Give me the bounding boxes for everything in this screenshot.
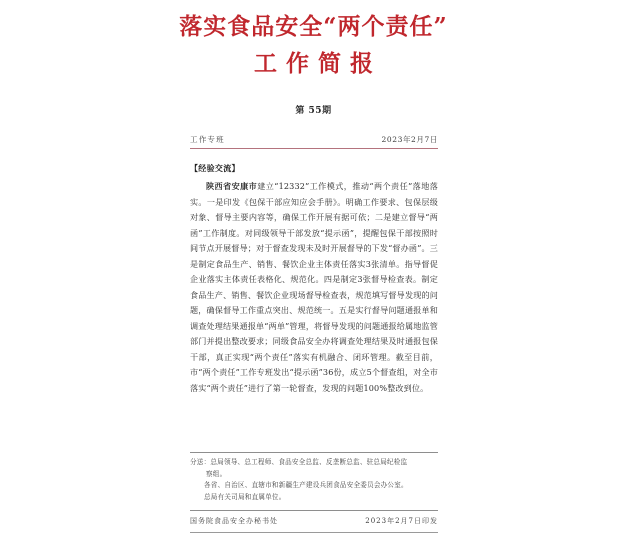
imprint-print-date: 2023年2月7日印发 bbox=[365, 517, 438, 526]
header-divider bbox=[190, 148, 438, 149]
imprint-row bbox=[190, 516, 438, 526]
distribution-line-4: 总局有关司局和直属单位。 bbox=[204, 492, 286, 501]
meta-row bbox=[190, 134, 438, 148]
imprint-issuer: 国务院食品安全办秘书处 bbox=[190, 517, 278, 526]
footer-divider-middle bbox=[190, 510, 438, 511]
document-body bbox=[190, 134, 438, 396]
distribution-line-3: 各省、自治区、直辖市和新疆生产建设兵团食品安全委员会办公室。 bbox=[204, 481, 408, 490]
article-body: 建立“12332”工作模式，推动“两个责任”落地落实。一是印发《包保干部应知应会手册》。明确工作要求、包保层级对象、督导主要内容等，确保工作开展有据可依；二是建立督导“两函”工作制度。对同级领导干部发放“提示函”，提醒包保干部按照时间节点开展督导；对于督查发现未及时开展督导的下发“督办函”。三是制定食品生产、销售、餐饮企业主体责任落实3张清单。指导督促企业落实主体责任表格化、规范化。四是制定3张督导检查表。制定食品生产、销售、餐饮企业现场督导检查表，规范填写督导发现的问题，确保督导工作重点突出、规范统一。五是实行督导问题通报单和调查处理结果通报单“两单”管理，将督导发现的问题通报给属地监管部门并提出整改要求；同级食品安全办将调查处理结果及时通报包保干部，真正实现“两个责任”落实有机融合、闭环管理。截至目前，市“两个责任”工作专班发出“提示函”36份，成立5个督查组，对全市落实“两个责任”进行了第一轮督查，发现的问题100%整改到位。 bbox=[190, 181, 438, 393]
document-title-line1: 落实食品安全“两个责任” bbox=[179, 13, 448, 40]
footer-divider-bottom bbox=[190, 532, 438, 533]
distribution-line-1: 分送：总局领导、总工程师、食品安全总监、反垄断总监、驻总局纪检监 bbox=[190, 458, 408, 466]
masthead bbox=[0, 0, 627, 116]
article-lead: 陕西省安康市 bbox=[206, 181, 258, 191]
footer-divider-top bbox=[190, 452, 438, 453]
document-title-line2: 工作简报 bbox=[254, 49, 382, 77]
document-footer bbox=[190, 452, 438, 533]
distribution-block bbox=[190, 457, 438, 503]
article-paragraph bbox=[190, 179, 438, 396]
distribution-line-2: 察组。 bbox=[206, 469, 227, 478]
issue-number: 第 55期 bbox=[295, 105, 332, 116]
meta-right-date: 2023年2月7日 bbox=[381, 135, 438, 144]
meta-left-label: 工作专班 bbox=[190, 135, 225, 144]
section-tag: 【经验交流】 bbox=[190, 163, 240, 173]
